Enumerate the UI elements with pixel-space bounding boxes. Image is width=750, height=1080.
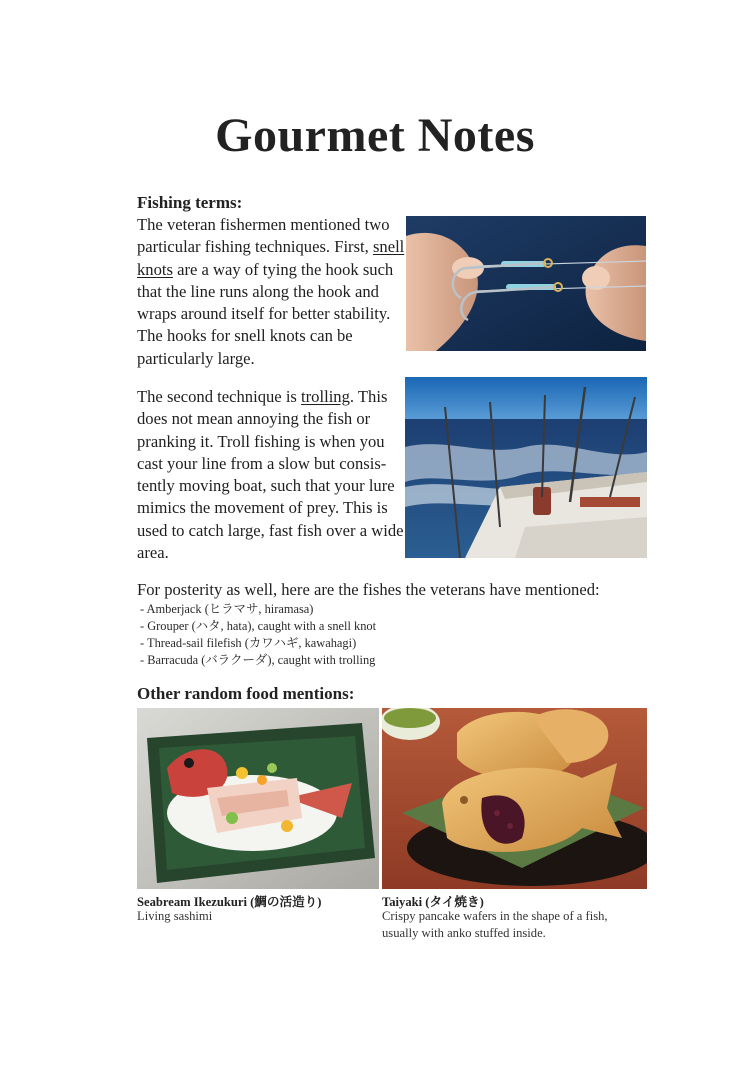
snell-knot-photo <box>406 216 646 351</box>
snell-text-after: are a way of tying the hook such that the line runs along the hook and wraps around itself for better stability. The hooks for snell knots can be particularly large. <box>137 259 394 368</box>
taiyaki-photo <box>382 708 647 889</box>
fishing-terms-heading: Fishing terms: <box>137 193 243 212</box>
list-item: - Barracuda (バラクーダ), caught with trolling <box>140 652 376 669</box>
taiyaki-caption-desc: Crispy pancake wafers in the shape of a fish, usually with anko stuffed inside. <box>382 909 608 940</box>
snell-knots-term: snell knots <box>137 237 405 279</box>
list-item: - Amberjack (ヒラマサ, hiramasa) <box>140 601 376 618</box>
seabream-caption-desc: Living sashimi <box>137 909 213 923</box>
food-mentions-heading: Other random food mentions: <box>137 684 355 703</box>
list-item: - Grouper (ハタ, hata), caught with a snell knot <box>140 618 376 635</box>
seabream-caption-title: Seabream Ikezukuri (鯛の活造り) <box>137 895 322 909</box>
posterity-intro: For posterity as well, here are the fishes the veterans have mentioned: <box>137 580 600 599</box>
snell-text-before: The veteran fishermen mentioned two particular fishing techniques. First, <box>137 215 390 257</box>
seabream-photo <box>137 708 379 889</box>
trolling-paragraph <box>137 386 407 564</box>
trolling-term: trolling <box>301 387 350 406</box>
taiyaki-caption-title: Taiyaki (タイ焼き) <box>382 895 484 909</box>
page-title: Gourmet Notes <box>215 109 535 162</box>
trolling-text-after: . This does not mean annoying the fish or pranking it. Troll fishing is when you cast your line from a slow but consis-tently moving boat, such that your lure mimics the movement of prey. This is used to catch large, fast fish over a wide area. <box>137 387 404 563</box>
snell-knot-paragraph <box>137 214 407 370</box>
fish-list <box>140 601 376 669</box>
trolling-text-before: The second technique is <box>137 387 302 406</box>
trolling-boat-photo <box>405 377 647 558</box>
list-item: - Thread-sail filefish (カワハギ, kawahagi) <box>140 635 376 652</box>
